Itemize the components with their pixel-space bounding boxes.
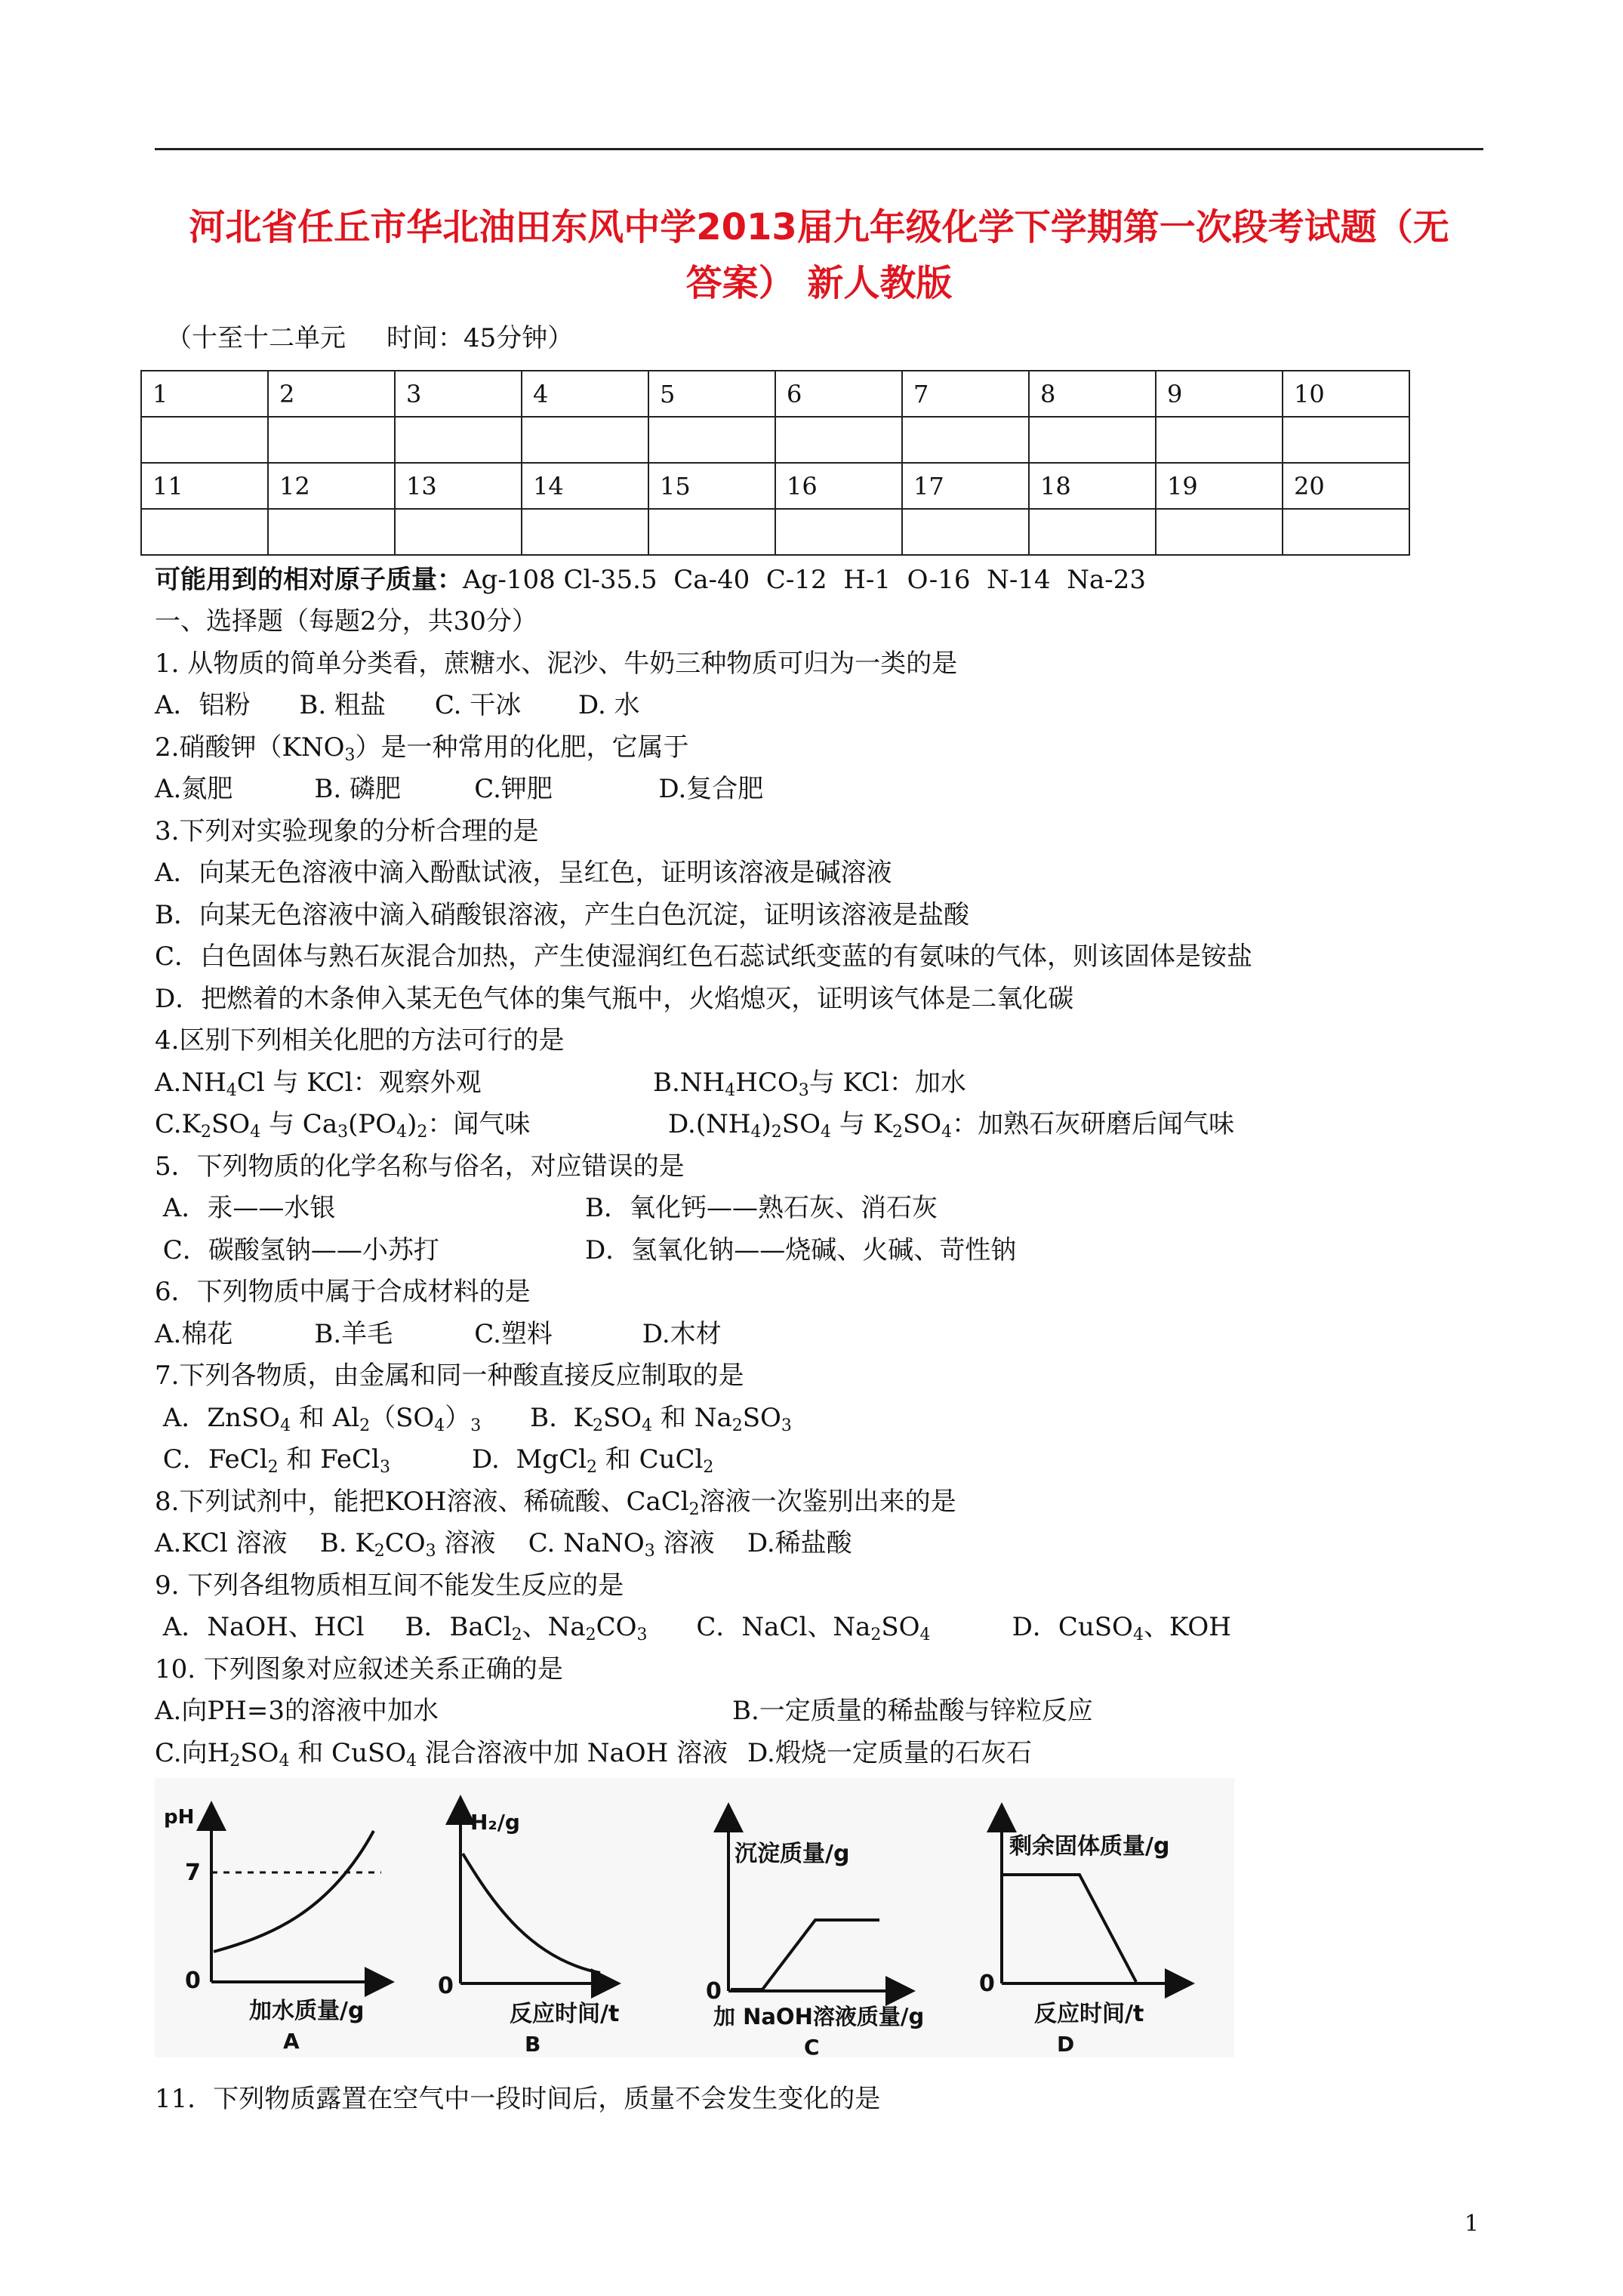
graph-d-x-label: 反应时间/t — [1034, 2001, 1144, 2027]
question-9-options: A．NaOH、HCl B．BaCl$_2$、$Na_2CO_3$ C．NaCl、$Na_2SO_4$ D．CuSO$_4$、KOH — [155, 1612, 1231, 1644]
answer-grid-cell: 6 — [775, 371, 902, 417]
question-5-option-d: D．氢氧化钠——烧碱、火碱、苛性钠 — [585, 1235, 1017, 1265]
header-rule — [155, 148, 1483, 150]
graph-b-curve — [463, 1854, 600, 1973]
question-2 — [155, 731, 688, 772]
graph-d-y-label: 剩余固体质量/g — [1009, 1833, 1170, 1860]
answer-grid-cell: 11 — [141, 463, 268, 509]
graph-a-curve — [214, 1831, 374, 1952]
question-3-option-c: C．白色固体与熟石灰混合加热，产生使湿润红色石蕊试纸变蓝的有氨味的气体，则该固体是铵盐 — [155, 942, 1253, 972]
question-5: 5．下列物质的化学名称与俗名，对应错误的是 — [155, 1151, 685, 1182]
answer-grid-cell: 4 — [522, 371, 648, 417]
graph-a-caption: A — [283, 2029, 300, 2054]
answer-blank-cell[interactable] — [522, 509, 648, 555]
question-4-option-a: $A.NH_4Cl$ 与 KCl：观察外观 — [155, 1068, 482, 1100]
answer-grid-cell: 13 — [395, 463, 522, 509]
graph-a-origin: 0 — [185, 1968, 201, 1994]
question-3: 3.下列对实验现象的分析合理的是 — [155, 816, 539, 846]
question-8-text: 溶液一次鉴别出来的是 — [699, 1487, 956, 1517]
question-6-options: A.棉花 B.羊毛 C.塑料 D.木材 — [155, 1319, 722, 1349]
graph-c-caption: C — [804, 2035, 820, 2057]
question-9: 9. 下列各组物质相互间不能发生反应的是 — [155, 1570, 624, 1601]
graph-a — [164, 1806, 389, 2054]
answer-blank-cell[interactable] — [648, 509, 775, 555]
graph-c-curve — [731, 1920, 879, 1989]
question-5-option-b: B．氧化钙——熟石灰、消石灰 — [585, 1193, 938, 1223]
graph-figures-svg — [155, 1778, 1234, 2057]
answer-blank-cell[interactable] — [902, 417, 1029, 463]
question-7-options-cd: C．FeCl$_2$ 和 FeCl$_3$ D. MgCl$_2$ 和 CuCl$_2$ — [155, 1444, 714, 1477]
question-8-options: A.KCl 溶液 B. $K_2CO_3$ 溶液 C. NaNO$_3$ 溶液 D.稀盐酸 — [155, 1528, 852, 1561]
answer-grid-cell: 16 — [775, 463, 902, 509]
answer-grid-cell: 17 — [902, 463, 1029, 509]
answer-blank-cell[interactable] — [1029, 509, 1156, 555]
graph-b-caption: B — [525, 2032, 541, 2057]
answer-grid-blank-row — [141, 417, 1409, 463]
answer-blank-cell[interactable] — [395, 509, 522, 555]
question-5-option-a: A．汞——水银 — [155, 1193, 336, 1223]
page-number: 1 — [1464, 2211, 1480, 2237]
answer-grid-cell: 9 — [1156, 371, 1283, 417]
answer-blank-cell[interactable] — [141, 417, 268, 463]
question-2-text: ）是一种常用的化肥，它属于 — [355, 732, 689, 763]
graph-c-x-label: 加 NaOH溶液质量/g — [713, 2004, 925, 2029]
page-title-line2: 答案） 新人教版 — [685, 262, 953, 304]
answer-blank-cell[interactable] — [1283, 509, 1409, 555]
graph-b-x-label: 反应时间/t — [510, 2001, 620, 2027]
atomic-masses-label: 可能用到的相对原子质量： — [155, 565, 463, 595]
graph-b-y-label: H₂/g — [470, 1810, 520, 1835]
atomic-masses — [155, 563, 1146, 596]
question-3-option-b: B．向某无色溶液中滴入硝酸银溶液，产生白色沉淀，证明该溶液是盐酸 — [155, 900, 969, 930]
question-7-options-ab: A．ZnSO$_4$ 和 $Al_2(SO_4)_3$ B. $K_2SO_4$ 和 $Na_2SO_3$ — [155, 1403, 792, 1435]
answer-grid-cell: 18 — [1029, 463, 1156, 509]
exam-scope: （十至十二单元 时间：45分钟） — [166, 323, 574, 353]
question-6: 6．下列物质中属于合成材料的是 — [155, 1277, 531, 1307]
answer-blank-cell[interactable] — [268, 509, 395, 555]
graph-figures — [155, 1778, 1234, 2057]
answer-blank-cell[interactable] — [902, 509, 1029, 555]
question-8: 8.下列试剂中，能把KOH溶液、稀硫酸、CaCl$_2$溶液一次鉴别出来的是 — [155, 1487, 956, 1519]
answer-blank-cell[interactable] — [1283, 417, 1409, 463]
answer-blank-cell[interactable] — [1156, 509, 1283, 555]
answer-grid — [140, 370, 1410, 556]
answer-blank-cell[interactable] — [775, 417, 902, 463]
answer-grid-blank-row — [141, 509, 1409, 555]
graph-a-seven-label: 7 — [185, 1860, 201, 1886]
question-10-option-d: D.煅烧一定质量的石灰石 — [747, 1738, 1032, 1768]
question-10-option-a: A.向PH=3的溶液中加水 — [155, 1696, 439, 1726]
graph-b-origin: 0 — [438, 1973, 454, 1999]
question-4-option-b: $B.NH_4HCO_3$与 KCl：加水 — [653, 1068, 966, 1100]
question-5-option-c: C．碳酸氢钠——小苏打 — [155, 1235, 439, 1265]
question-2-options: A.氮肥 B. 磷肥 C.钾肥 D.复合肥 — [155, 774, 764, 804]
graph-d-curve — [1003, 1875, 1136, 1982]
answer-grid-number-row — [141, 371, 1409, 417]
question-8-text: 8.下列试剂中，能把KOH溶液、稀硫酸、CaCl — [155, 1487, 689, 1517]
question-4-option-c: $C.K_2SO_4$ 与 $Ca_3(PO_4)_2$：闻气味 — [155, 1109, 531, 1142]
answer-blank-cell[interactable] — [141, 509, 268, 555]
answer-grid-cell: 3 — [395, 371, 522, 417]
question-3-option-d: D．把燃着的木条伸入某无色气体的集气瓶中，火焰熄灭，证明该气体是二氧化碳 — [155, 984, 1074, 1014]
question-3-option-a: A．向某无色溶液中滴入酚酞试液，呈红色，证明该溶液是碱溶液 — [155, 858, 892, 888]
answer-grid-cell: 20 — [1283, 463, 1409, 509]
question-7: 7.下列各物质，由金属和同一种酸直接反应制取的是 — [155, 1361, 744, 1391]
answer-blank-cell[interactable] — [1156, 417, 1283, 463]
subscript: 3 — [344, 746, 356, 765]
graph-c-origin: 0 — [706, 1978, 722, 2005]
answer-grid-cell: 7 — [902, 371, 1029, 417]
answer-blank-cell[interactable] — [648, 417, 775, 463]
question-1-options: A．铝粉 B. 粗盐 C. 干冰 D. 水 — [155, 690, 640, 720]
question-4: 4.区别下列相关化肥的方法可行的是 — [155, 1025, 565, 1056]
graph-a-y-label: pH — [164, 1806, 195, 1829]
answer-blank-cell[interactable] — [1029, 417, 1156, 463]
answer-blank-cell[interactable] — [268, 417, 395, 463]
answer-blank-cell[interactable] — [522, 417, 648, 463]
answer-grid-cell: 10 — [1283, 371, 1409, 417]
graph-c — [706, 1808, 924, 2057]
graph-c-y-label: 沉淀质量/g — [735, 1841, 850, 1867]
question-10: 10. 下列图象对应叙述关系正确的是 — [155, 1654, 563, 1684]
graph-d — [979, 1808, 1189, 2057]
question-1: 1. 从物质的简单分类看，蔗糖水、泥沙、牛奶三种物质可归为一类的是 — [155, 649, 958, 679]
atomic-masses-values: Ag-108 Cl-35.5 Ca-40 C-12 H-1 O-16 N-14 Na-23 — [463, 565, 1147, 595]
answer-grid-cell: 19 — [1156, 463, 1283, 509]
answer-grid-cell: 15 — [648, 463, 775, 509]
answer-grid-cell: 14 — [522, 463, 648, 509]
answer-grid-cell: 5 — [648, 371, 775, 417]
answer-grid-cell: 8 — [1029, 371, 1156, 417]
answer-grid-cell: 12 — [268, 463, 395, 509]
answer-grid-cell: 1 — [141, 371, 268, 417]
question-4-option-d: $D.(NH_4)_2SO_4$ 与 $K_2SO_4$：加熟石灰研磨后闻气味 — [668, 1109, 1235, 1142]
question-10-option-b: B.一定质量的稀盐酸与锌粒反应 — [732, 1696, 1093, 1726]
graph-d-caption: D — [1057, 2032, 1075, 2057]
answer-grid-number-row — [141, 463, 1409, 509]
answer-blank-cell[interactable] — [775, 509, 902, 555]
answer-blank-cell[interactable] — [395, 417, 522, 463]
section-heading: 一、选择题（每题2分，共30分） — [155, 606, 537, 636]
question-11: 11．下列物质露置在空气中一段时间后，质量不会发生变化的是 — [155, 2084, 881, 2114]
answer-grid-cell: 2 — [268, 371, 395, 417]
graph-b — [438, 1801, 619, 2057]
question-2-text: 2.硝酸钾（KNO — [155, 732, 345, 763]
graph-a-x-label: 加水质量/g — [249, 1998, 365, 2024]
graph-d-origin: 0 — [979, 1971, 995, 1997]
question-10-option-c: C.向$H_2SO_4$ 和 CuSO$_4$ 混合溶液中加 NaOH 溶液 — [155, 1738, 728, 1771]
page-title-line1: 河北省任丘市华北油田东风中学2013届九年级化学下学期第一次段考试题（无 — [189, 206, 1449, 248]
